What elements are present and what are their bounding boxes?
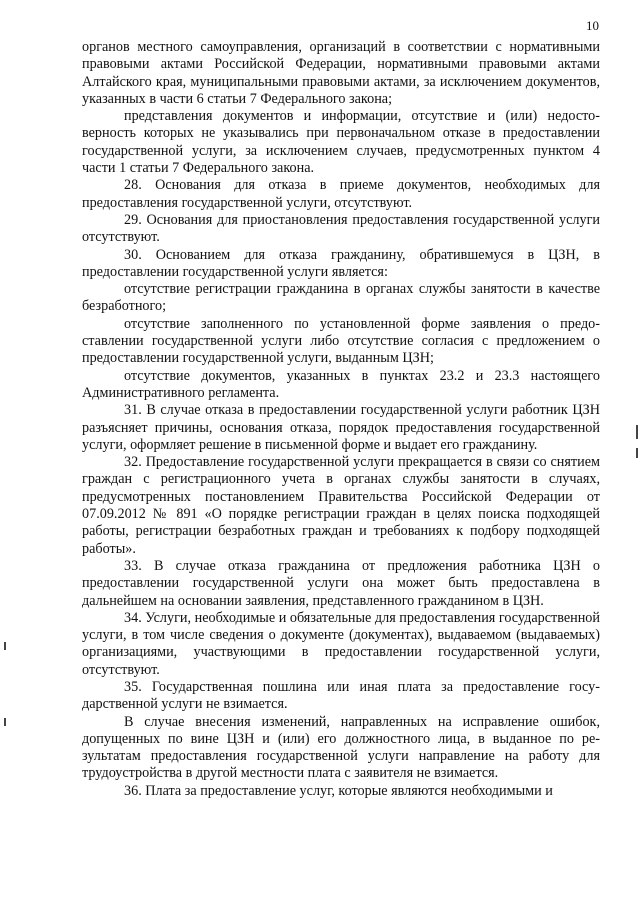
body-text xyxy=(82,39,600,800)
paragraph: органов местного самоуправления, организаций в соответствии с нормативными правовыми актами Российской Федерации, нормативными правовыми актами Алтайского края, муниципальными правовыми актами, за исключением документов, указанных в части 6 статьи 7 Федерального закона; xyxy=(82,39,600,107)
paragraph: 34. Услуги, необходимые и обязательные для предоставления государственной услуги, в том числе сведения о документе (документах), выдаваемом (выдаваемых) организациями, участвующими в предоставлении государственной услуги, отсутствуют. xyxy=(82,609,600,678)
paragraph: 28. Основания для отказа в приеме документов, необходимых для предоставления государственной услуги, отсутствуют. xyxy=(82,177,600,211)
paragraph: 30. Основанием для отказа гражданину, обратившемуся в ЦЗН, в предоставлении государственной услуги является: xyxy=(82,246,600,280)
scan-mark xyxy=(636,448,638,458)
paragraph: 35. Государственная пошлина или иная плата за предоставление государственной услуги не взимается. xyxy=(82,678,600,713)
paragraph: представления документов и информации, отсутствие и (или) недостоверность которых не указывались при первоначальном отказе в предоставлении государственной услуги, за исключением случаев, предусмотренных пунктом 4 части 1 статьи 7 Федерального закона. xyxy=(82,108,600,177)
page-number: 10 xyxy=(586,18,599,33)
paragraph: 36. Плата за предоставление услуг, которые являются необходимыми и xyxy=(124,782,553,799)
paragraph: отсутствие регистрации гражданина в органах службы занятости в качестве безработного; xyxy=(82,281,600,315)
paragraph: отсутствие заполненного по установленной форме заявления о предоставлении государственной услуги либо отсутствие согласия с предложением о предоставлении государственной услуги, выданным ЦЗН; xyxy=(82,315,600,367)
paragraph: 33. В случае отказа гражданина от предложения работника ЦЗН о предоставлении государственной услуги она может быть предоставлена в дальнейшем на основании заявления, представленного гражданином в ЦЗН. xyxy=(82,557,600,609)
paragraph: отсутствие документов, указанных в пунктах 23.2 и 23.3 настоящего Административного регламента. xyxy=(82,367,600,401)
scan-mark xyxy=(4,642,6,650)
paragraph: 32. Предоставление государственной услуги прекращается в связи со снятием граждан с регистрационного учета в органах службы занятости в случаях, предусмотренных постановлением Правительства Российской Федерации от 07.09.2012 № 891 «О порядке регистрации граждан в целях поиска подходящей работы, регистрации безработных граждан и требованиях к подбору подходящей работы». xyxy=(82,454,600,557)
scan-mark xyxy=(4,718,6,726)
scan-mark xyxy=(636,425,638,439)
paragraph: 29. Основания для приостановления предоставления государственной услуги отсутствуют. xyxy=(82,211,600,246)
paragraph: В случае внесения изменений, направленных на исправление ошибок, допущенных по вине ЦЗН и (или) его должностного лица, в выданное по результатам предоставления государственной услуги направление на работу для трудоустройства в другой местности плата с заявителя не взимается. xyxy=(82,713,600,782)
paragraph: 31. В случае отказа в предоставлении государственной услуги работник ЦЗН разъясняет причины, основания отказа, порядок предоставления государственной услуги, оформляет решение в письменной форме и выдает его гражданину. xyxy=(82,402,600,453)
